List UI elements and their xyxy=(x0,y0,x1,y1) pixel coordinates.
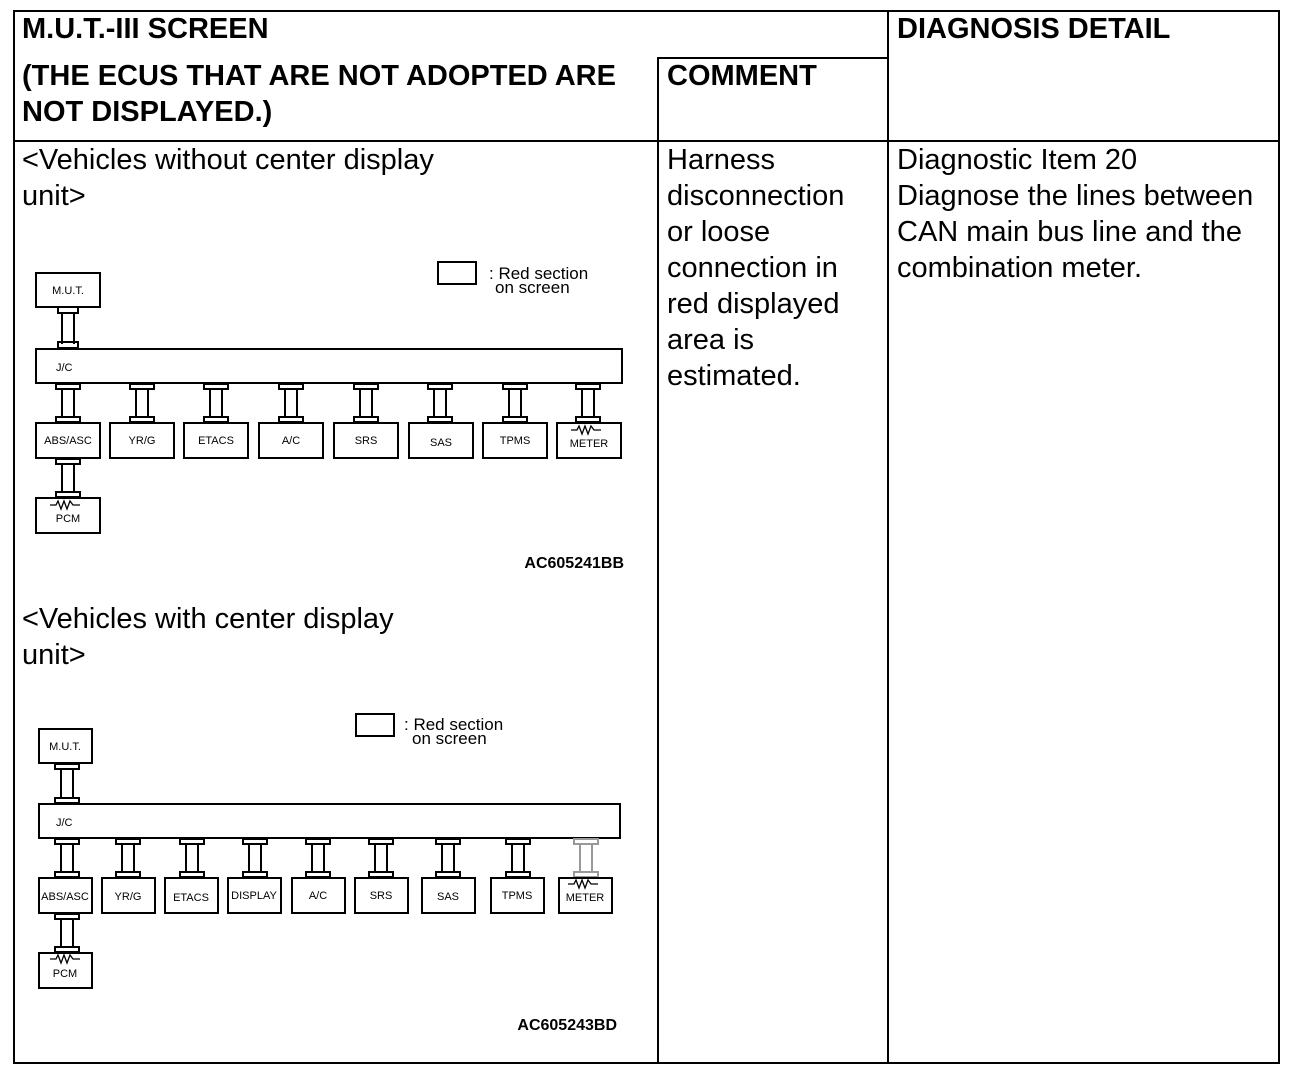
legend-box xyxy=(438,262,476,284)
variant2-heading-line1: <Vehicles with center display xyxy=(22,603,394,635)
detail-line: CAN main bus line and the xyxy=(897,216,1242,248)
pcm-label: PCM xyxy=(55,513,81,525)
resistor-icon xyxy=(50,955,80,963)
figure-id: AC605243BD xyxy=(517,1017,617,1034)
comment-line: connection in xyxy=(667,252,838,284)
header-mut-screen: M.U.T.-III SCREEN xyxy=(22,13,269,45)
legend-label-line1: : Red section xyxy=(489,264,589,283)
mut-label: M.U.T. xyxy=(49,741,81,753)
variant2-heading-line2: unit> xyxy=(22,639,86,671)
comment-line: disconnection xyxy=(667,180,845,212)
detail-line: Diagnostic Item 20 xyxy=(897,144,1138,176)
ecu-label: YR/G xyxy=(128,435,156,447)
column-divider-2 xyxy=(887,10,889,1064)
can-bus-diagram-with-display xyxy=(0,700,660,1045)
variant1-heading-line2: unit> xyxy=(22,180,86,212)
legend-label-line1: : Red section xyxy=(404,715,504,734)
header-note-line2: NOT DISPLAYED.) xyxy=(22,96,273,128)
legend-label-line2: on screen xyxy=(412,729,487,748)
ecu-label: ETACS xyxy=(198,435,234,447)
ecu-label: ETACS xyxy=(173,892,209,904)
comment-line: red displayed xyxy=(667,288,840,320)
ecu-label: SRS xyxy=(354,435,378,447)
jc-label: J/C xyxy=(56,362,73,374)
ecu-label: ABS/ASC xyxy=(41,891,89,903)
ecu-label: METER xyxy=(565,892,605,904)
detail-line: combination meter. xyxy=(897,252,1143,284)
ecu-label: A/C xyxy=(281,435,301,447)
ecu-label: METER xyxy=(569,438,609,450)
ecu-label: TPMS xyxy=(499,435,531,447)
ecu-label: SAS xyxy=(429,437,453,449)
jc-label: J/C xyxy=(56,817,73,829)
can-bus-diagram-without-display xyxy=(0,0,660,580)
header-comment: COMMENT xyxy=(667,60,817,92)
jc-bus xyxy=(36,349,622,383)
ecu-label: A/C xyxy=(308,890,328,902)
resistor-icon xyxy=(568,880,598,888)
detail-line: Diagnose the lines between xyxy=(897,180,1254,212)
ecu-label: TPMS xyxy=(501,890,533,902)
legend-label-line2: on screen xyxy=(495,278,570,297)
ecu-label: YR/G xyxy=(114,891,142,903)
ecu-label: DISPLAY xyxy=(231,890,277,902)
jc-bus xyxy=(39,804,620,838)
resistor-icon xyxy=(571,426,601,434)
ecu-label: SRS xyxy=(369,890,393,902)
mut-label: M.U.T. xyxy=(52,285,84,297)
figure-id: AC605241BB xyxy=(524,555,624,572)
comment-line: Harness xyxy=(667,144,775,176)
legend-box xyxy=(356,714,394,736)
comment-line: or loose xyxy=(667,216,771,248)
bus-connectors xyxy=(55,839,598,877)
ecu-label: SAS xyxy=(436,891,460,903)
variant1-heading-line1: <Vehicles without center display xyxy=(22,144,434,176)
bus-connectors xyxy=(56,384,600,422)
comment-line: area is xyxy=(667,324,755,356)
resistor-icon xyxy=(50,501,80,509)
pcm-label: PCM xyxy=(52,968,78,980)
ecu-label: ABS/ASC xyxy=(44,435,92,447)
comment-line: estimated. xyxy=(667,360,801,392)
header-note-line1: (THE ECUS THAT ARE NOT ADOPTED ARE xyxy=(22,60,616,92)
header-diagnosis-detail: DIAGNOSIS DETAIL xyxy=(897,13,1171,45)
